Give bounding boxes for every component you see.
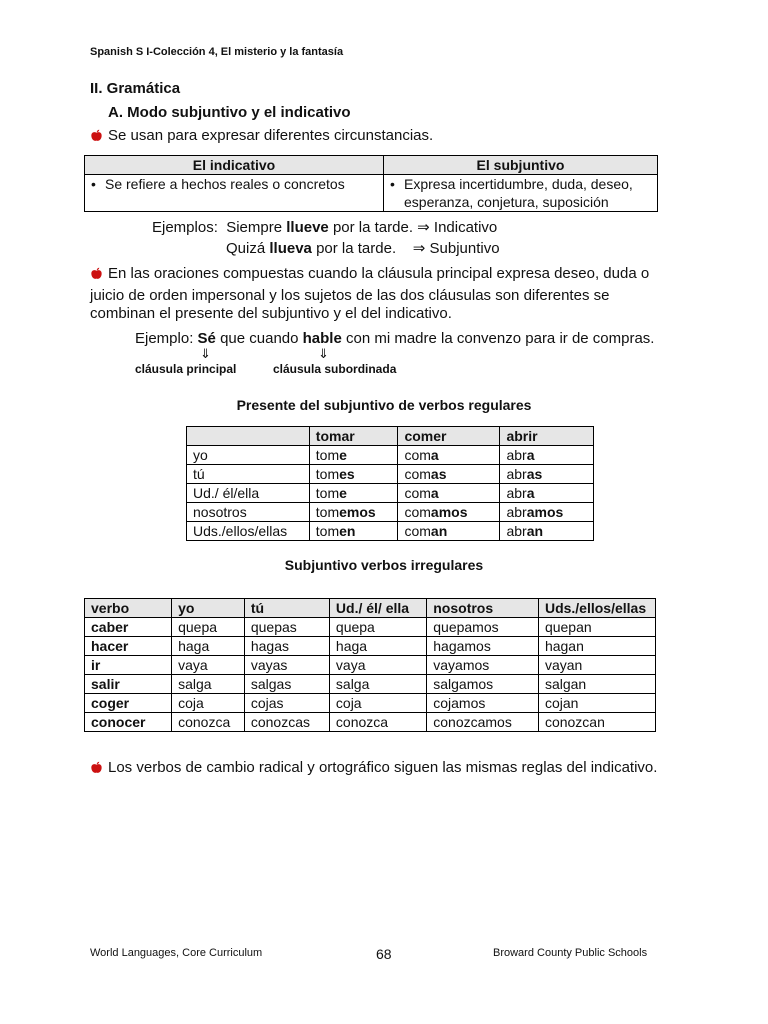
table-cell: [85, 175, 384, 212]
table-row: [187, 484, 594, 503]
irregular-table-title: Subjuntivo verbos irregulares: [284, 557, 484, 573]
verb-stem: tom: [315, 447, 340, 463]
conjugation-cell: salga: [329, 675, 426, 694]
section-subtitle: A. Modo subjuntivo y el indicativo: [108, 104, 351, 121]
verb-cell: ir: [85, 656, 172, 675]
conjugation-cell: [500, 484, 594, 503]
apple-icon: [90, 761, 103, 774]
verb-ending: es: [339, 466, 355, 482]
compound-line-3: combinan el presente del subjuntivo y el del indicativo.: [90, 305, 452, 322]
table-header: abrir: [500, 427, 594, 446]
verb-stem: abr: [506, 504, 527, 520]
example-line-2: [226, 240, 500, 258]
verb-ending: amos: [526, 504, 564, 520]
arrow-icon: ⇒: [412, 240, 426, 257]
examples-label: Ejemplos:: [152, 219, 218, 236]
verb-stem: abr: [506, 523, 527, 539]
table-header: comer: [398, 427, 500, 446]
verb-stem: tom: [315, 523, 340, 539]
verb-ending: e: [339, 447, 347, 463]
conjugation-cell: conozcamos: [427, 713, 539, 732]
verb-stem: com: [404, 485, 431, 501]
conjugation-cell: vaya: [329, 656, 426, 675]
conjugation-cell: [309, 446, 398, 465]
example-verb: llueva: [269, 240, 312, 257]
indicative-description: Se refiere a hechos reales o concretos: [105, 176, 345, 192]
table-header: tú: [244, 599, 329, 618]
intro-text: Se usan para expresar diferentes circunstancias.: [108, 127, 434, 144]
example-text: Siempre: [226, 219, 283, 236]
table-header: Uds./ellos/ellas: [538, 599, 655, 618]
conjugation-cell: hagas: [244, 637, 329, 656]
conjugation-cell: vayas: [244, 656, 329, 675]
verb-stem: tom: [315, 466, 340, 482]
pronoun-cell: nosotros: [187, 503, 310, 522]
principal-verb: Sé: [197, 330, 216, 347]
conjugation-cell: conozcas: [244, 713, 329, 732]
table-header: nosotros: [427, 599, 539, 618]
down-arrow-icon: ⇓: [318, 346, 329, 361]
example-sentence: [135, 330, 654, 348]
example-result: Subjuntivo: [429, 240, 500, 257]
verb-ending: amos: [430, 504, 468, 520]
verb-ending: as: [526, 466, 543, 482]
conjugation-cell: quepamos: [427, 618, 539, 637]
verb-stem: com: [404, 523, 431, 539]
table-row: [187, 465, 594, 484]
table-row: [85, 656, 656, 675]
down-arrow-icon: ⇓: [200, 346, 211, 361]
conjugation-cell: quepa: [329, 618, 426, 637]
table-row: [85, 694, 656, 713]
conjugation-cell: salgan: [538, 675, 655, 694]
apple-icon: [90, 267, 103, 280]
pronoun-cell: Ud./ él/ella: [187, 484, 310, 503]
conjugation-cell: cojamos: [427, 694, 539, 713]
conjugation-cell: [398, 522, 500, 541]
table-row: [85, 637, 656, 656]
conjugation-cell: quepas: [244, 618, 329, 637]
example-text: que cuando: [220, 330, 299, 347]
table-row: [187, 446, 594, 465]
example-line-1: [152, 219, 497, 237]
verb-ending: a: [526, 485, 535, 501]
subjunctive-description-line1: Expresa incertidumbre, duda, deseo,: [404, 176, 633, 192]
bullet: •: [91, 176, 96, 192]
closing-text: Los verbos de cambio radical y ortográfico siguen las mismas reglas del indicativo.: [108, 759, 658, 776]
conjugation-cell: [309, 522, 398, 541]
verb-stem: com: [404, 504, 431, 520]
conjugation-cell: [500, 465, 594, 484]
table-row: [85, 713, 656, 732]
conjugation-cell: conozca: [172, 713, 245, 732]
verb-ending: an: [430, 523, 448, 539]
conjugation-cell: [398, 465, 500, 484]
conjugation-cell: vaya: [172, 656, 245, 675]
table-row: [187, 522, 594, 541]
conjugation-cell: coja: [172, 694, 245, 713]
conjugation-cell: quepan: [538, 618, 655, 637]
verb-stem: tom: [315, 485, 340, 501]
footer-left: World Languages, Core Curriculum: [90, 947, 263, 959]
example-text: con mi madre la convenzo para ir de compras.: [346, 330, 655, 347]
conjugation-cell: [398, 446, 500, 465]
bullet: •: [390, 176, 395, 192]
arrow-icon: ⇒: [417, 219, 430, 236]
conjugation-cell: vayamos: [427, 656, 539, 675]
table-header: Ud./ él/ ella: [329, 599, 426, 618]
table-header: [187, 427, 310, 446]
regular-table-title: Presente del subjuntivo de verbos regulares: [236, 397, 532, 413]
table-cell: [384, 175, 658, 212]
conjugation-cell: salgamos: [427, 675, 539, 694]
table-header: verbo: [85, 599, 172, 618]
conjugation-cell: hagamos: [427, 637, 539, 656]
example-verb: llueve: [286, 219, 329, 236]
verb-ending: a: [430, 485, 439, 501]
conjugation-cell: [309, 503, 398, 522]
compound-line-2: juicio de orden impersonal y los sujetos de las dos cláusulas son diferentes se: [90, 287, 610, 304]
conjugation-cell: cojas: [244, 694, 329, 713]
table-header: El subjuntivo: [384, 156, 658, 175]
verb-cell: salir: [85, 675, 172, 694]
compound-line-1: En las oraciones compuestas cuando la cláusula principal expresa deseo, duda o: [108, 265, 650, 282]
label-principal: cláusula principal: [135, 362, 237, 376]
table-header: El indicativo: [85, 156, 384, 175]
irregular-verbs-table: [84, 598, 656, 732]
conjugation-cell: haga: [329, 637, 426, 656]
conjugation-cell: conozca: [329, 713, 426, 732]
verb-ending: e: [339, 485, 347, 501]
pronoun-cell: yo: [187, 446, 310, 465]
conjugation-cell: [500, 446, 594, 465]
verb-stem: com: [404, 466, 431, 482]
conjugation-cell: coja: [329, 694, 426, 713]
conjugation-cell: cojan: [538, 694, 655, 713]
conjugation-cell: haga: [172, 637, 245, 656]
verb-ending: as: [430, 466, 447, 482]
document-header: Spanish S I-Colección 4, El misterio y la fantasía: [90, 46, 344, 58]
apple-icon: [90, 129, 103, 142]
verb-ending: an: [526, 523, 544, 539]
example-result: Indicativo: [433, 219, 498, 236]
verb-cell: coger: [85, 694, 172, 713]
conjugation-cell: [309, 465, 398, 484]
verb-ending: a: [430, 447, 439, 463]
conjugation-cell: [309, 484, 398, 503]
indicative-subjunctive-table: [84, 155, 658, 212]
regular-verbs-table: [186, 426, 594, 541]
verb-ending: en: [339, 523, 356, 539]
conjugation-cell: [398, 503, 500, 522]
conjugation-cell: vayan: [538, 656, 655, 675]
subjunctive-description-line2: esperanza, conjetura, suposición: [404, 194, 609, 210]
footer-right: Broward County Public Schools: [493, 947, 648, 959]
verb-ending: a: [526, 447, 535, 463]
conjugation-cell: quepa: [172, 618, 245, 637]
pronoun-cell: tú: [187, 465, 310, 484]
conjugation-cell: salga: [172, 675, 245, 694]
table-row: [85, 675, 656, 694]
verb-cell: hacer: [85, 637, 172, 656]
pronoun-cell: Uds./ellos/ellas: [187, 522, 310, 541]
verb-stem: tom: [315, 504, 340, 520]
example-label: Ejemplo:: [135, 330, 194, 347]
conjugation-cell: [398, 484, 500, 503]
label-subordinada: cláusula subordinada: [273, 362, 397, 376]
table-row: [187, 503, 594, 522]
verb-cell: caber: [85, 618, 172, 637]
table-header: yo: [172, 599, 245, 618]
example-text: Quizá: [226, 240, 266, 257]
subordinate-verb: hable: [302, 330, 342, 347]
section-title: II. Gramática: [90, 80, 181, 97]
conjugation-cell: conozcan: [538, 713, 655, 732]
conjugation-cell: [500, 503, 594, 522]
example-text: por la tarde.: [316, 240, 397, 257]
verb-ending: emos: [339, 504, 376, 520]
table-row: [85, 618, 656, 637]
verb-stem: abr: [506, 466, 527, 482]
page-number: 68: [376, 946, 392, 962]
conjugation-cell: [500, 522, 594, 541]
verb-stem: abr: [506, 485, 527, 501]
example-text: por la tarde.: [332, 219, 413, 236]
table-header: tomar: [309, 427, 398, 446]
conjugation-cell: hagan: [538, 637, 655, 656]
verb-stem: com: [404, 447, 431, 463]
verb-cell: conocer: [85, 713, 172, 732]
conjugation-cell: salgas: [244, 675, 329, 694]
verb-stem: abr: [506, 447, 527, 463]
